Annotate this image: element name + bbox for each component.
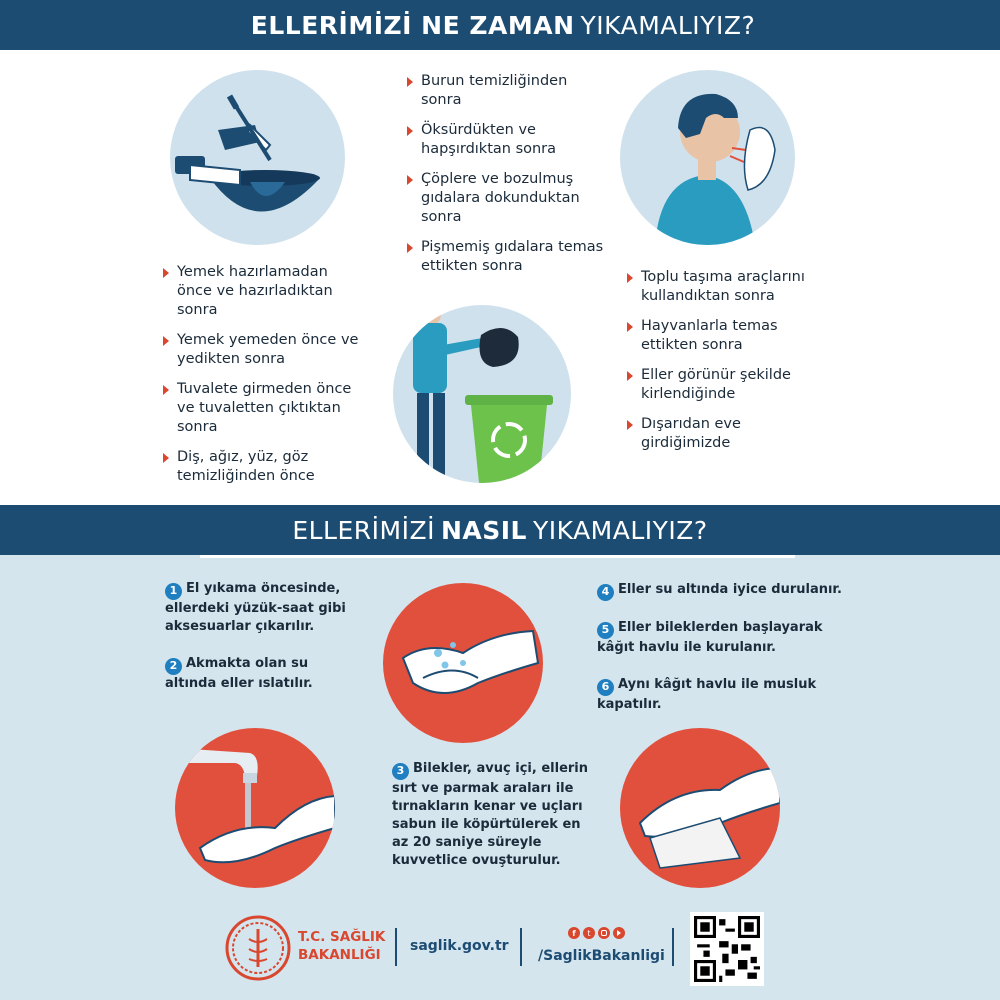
how-section xyxy=(0,555,1000,1000)
step-text: Aynı kâğıt havlu ile musluk kapatılır. xyxy=(597,677,817,712)
step-number-badge: 4 xyxy=(597,584,614,601)
list-item: Tuvalete girmeden önce ve tuvaletten çıktıktan sonra xyxy=(163,380,363,437)
faucet-illustration xyxy=(175,728,335,888)
divider-line xyxy=(200,555,795,558)
step-1 xyxy=(165,580,375,636)
social-handle-link[interactable]: /SaglikBakanligi xyxy=(538,948,665,964)
when-title-rest: YIKAMALIYIZ? xyxy=(580,10,756,40)
step-number-badge: 2 xyxy=(165,658,182,675)
qr-code[interactable] xyxy=(690,912,764,986)
qr-code-icon xyxy=(694,916,760,982)
ministry-name-line1: T.C. SAĞLIK xyxy=(298,929,386,945)
step-2 xyxy=(165,655,355,693)
when-section-banner xyxy=(0,0,1000,50)
step-5 xyxy=(597,619,837,657)
how-title-rest: YIKAMALIYIZ? xyxy=(532,515,708,545)
step-4 xyxy=(597,581,857,601)
website-link[interactable]: saglik.gov.tr xyxy=(410,938,509,954)
footer-separator xyxy=(672,928,674,966)
list-item: Öksürdükten ve hapşırdıktan sonra xyxy=(407,121,607,159)
step-number-badge: 3 xyxy=(392,763,409,780)
ministry-name xyxy=(298,928,385,964)
social-icons xyxy=(568,927,625,939)
facebook-icon[interactable]: f xyxy=(568,927,580,939)
instagram-icon[interactable] xyxy=(598,927,610,939)
how-section-banner xyxy=(0,505,1000,555)
list-item: Toplu taşıma araçlarını kullandıktan sonra xyxy=(627,268,827,306)
list-item: Dışarıdan eve girdiğimizde xyxy=(627,415,827,453)
paper-towel-illustration xyxy=(620,728,780,888)
step-text: El yıkama öncesinde, ellerdeki yüzük-saat gibi aksesuarlar çıkarılır. xyxy=(165,581,346,634)
step-number-badge: 6 xyxy=(597,679,614,696)
youtube-icon[interactable] xyxy=(613,927,625,939)
step-number-badge: 1 xyxy=(165,583,182,600)
list-item: Eller görünür şekilde kirlendiğinde xyxy=(627,366,827,404)
when-title-bold: ELLERİMİZİ NE ZAMAN xyxy=(250,10,575,40)
ministry-name-line2: BAKANLIĞI xyxy=(298,947,381,963)
step-number-badge: 5 xyxy=(597,622,614,639)
list-item: Yemek yemeden önce ve yedikten sonra xyxy=(163,331,363,369)
list-item: Burun temizliğinden sonra xyxy=(407,72,607,110)
soap-hands-illustration xyxy=(383,583,543,743)
step-text: Eller bileklerden başlayarak kâğıt havlu ile kurulanır. xyxy=(597,620,823,655)
list-item: Diş, ağız, yüz, göz temizliğinden önce xyxy=(163,448,363,486)
when-list-center xyxy=(407,72,607,287)
how-title-bold: NASIL xyxy=(440,515,527,545)
trash-illustration xyxy=(393,305,571,483)
ministry-emblem-icon xyxy=(225,915,291,981)
when-section xyxy=(0,50,1000,505)
sneeze-illustration xyxy=(620,70,795,245)
step-text: Akmakta olan su altında eller ıslatılır. xyxy=(165,656,313,691)
step-text: Bilekler, avuç içi, ellerin sırt ve parmak araları ile tırnakların kenar ve uçları sabun ile köpürtülerek en az 20 saniye süreyle kuvvetlice ovuşturulur. xyxy=(392,761,589,868)
cooking-illustration xyxy=(170,70,345,245)
step-3 xyxy=(392,760,592,870)
step-text: Eller su altında iyice durulanır. xyxy=(618,582,842,597)
footer-separator xyxy=(520,928,522,966)
how-title-light: ELLERİMİZİ xyxy=(292,515,435,545)
list-item: Hayvanlarla temas ettikten sonra xyxy=(627,317,827,355)
list-item: Yemek hazırlamadan önce ve hazırladıktan sonra xyxy=(163,263,363,320)
list-item: Çöplere ve bozulmuş gıdalara dokunduktan sonra xyxy=(407,170,607,227)
list-item: Pişmemiş gıdalara temas ettikten sonra xyxy=(407,238,607,276)
when-list-right xyxy=(627,268,827,464)
step-6 xyxy=(597,676,837,714)
when-list-left xyxy=(163,263,363,497)
ministry-logo xyxy=(225,915,291,981)
twitter-icon[interactable]: t xyxy=(583,927,595,939)
footer-separator xyxy=(395,928,397,966)
